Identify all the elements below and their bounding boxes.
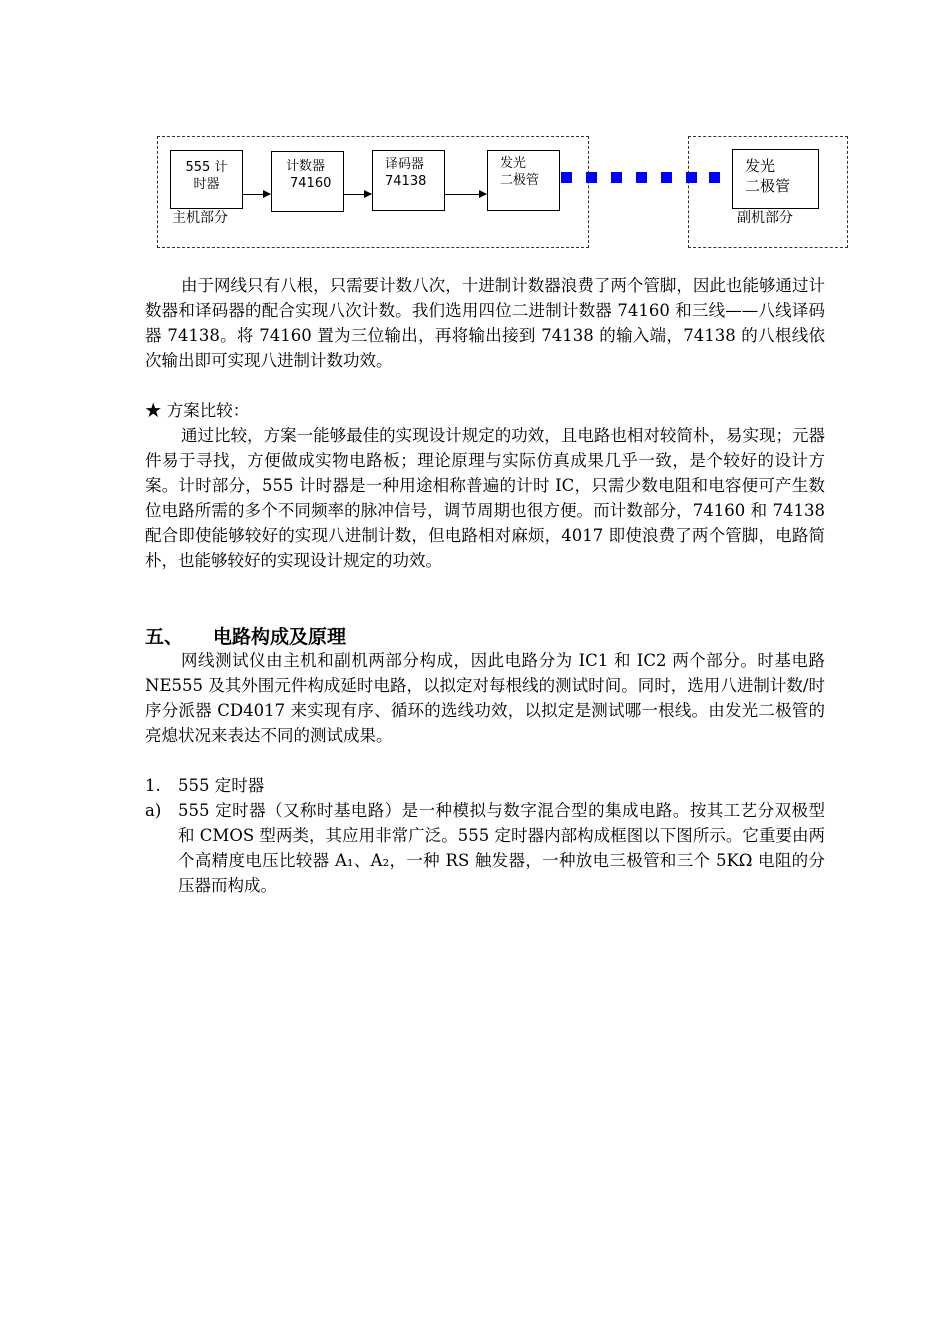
list-item-text: 555 定时器（又称时基电路）是一种模拟与数字混合型的集成电路。按其工艺分双极型和 CMOS 型两类，其应用非常广泛。555 定时器内部构成框图以下图所示。它重要由两个高精度电压比较器 A₁、A₂，一种 RS 触发器，一种放电三极管和三个 5KΩ 电阻的分压器而构成。	[178, 801, 825, 895]
list-number: 1.	[145, 776, 161, 795]
list-label: a)	[145, 801, 162, 820]
block-line: 74138	[385, 174, 427, 189]
decoder-74138-block	[372, 150, 445, 211]
circuit-paragraph: 网线测试仪由主机和副机两部分构成，因此电路分为 IC1 和 IC2 两个部分。时基电路 NE555 及其外围元件构成延时电路，以拟定对每根线的测试时间。同时，选用八进制计数/时序分派器 CD4017 来实现有序、循环的选线功效，以拟定是测试哪一根线。由发光二极管的亮熄状况来表达不同的测试成果。	[145, 651, 825, 745]
block-line: 74160	[290, 176, 332, 191]
cable-dot	[561, 172, 572, 183]
list-item-text: 555 定时器	[178, 776, 265, 795]
cable-dot	[686, 172, 697, 183]
list-item-1	[145, 773, 825, 798]
remote-section-label: 副机部分	[737, 210, 793, 226]
arrow-timer-to-counter	[243, 194, 270, 195]
block-line: 二极管	[500, 173, 540, 188]
cable-dot	[709, 172, 720, 183]
cable-dot	[611, 172, 622, 183]
timer-555-block	[170, 150, 243, 209]
block-line: 发光	[745, 157, 776, 175]
host-section-label: 主机部分	[172, 210, 228, 226]
arrow-decoder-to-led	[445, 194, 486, 195]
block-line: 二极管	[745, 177, 791, 195]
section-number: 五、	[145, 626, 184, 648]
cable-dot	[661, 172, 672, 183]
counter-74160-block	[271, 151, 344, 212]
block-line: 译码器	[385, 157, 425, 172]
section-title: 电路构成及原理	[213, 626, 347, 648]
section-heading	[145, 622, 346, 649]
comparison-paragraph: 通过比较，方案一能够最佳的实现设计规定的功效，且电路也相对较简朴，易实现；元器件易于寻找，方便做成实物电路板；理论原理与实际仿真成果几乎一致，是个较好的设计方案。计时部分，555 计时器是一种用途相称普遍的计时 IC，只需少数电阻和电容便可产生数位电路所需的多个不同频率的脉冲信号，调节周期也很方便。而计数部分，74160 和 74138 配合即使能够较好的实现八进制计数，但电路相对麻烦，4017 即使浪费了两个管脚，电路简朴，也能够较好的实现设计规定的功效。	[145, 426, 825, 570]
led-remote-block	[732, 149, 819, 209]
list-item-a	[145, 798, 825, 898]
block-line: 计数器	[286, 159, 326, 174]
cable-dot	[636, 172, 647, 183]
arrow-counter-to-decoder	[344, 194, 371, 195]
counting-scheme-paragraph: 由于网线只有八根，只需要计数八次，十进制计数器浪费了两个管脚，因此也能够通过计数器和译码器的配合实现八次计数。我们选用四位二进制计数器 74160 和三线——八线译码器 74138。将 74160 置为三位输出，再将输出接到 74138 的输入端，74138 的八根线依次输出即可实现八进制计数功效。	[145, 276, 825, 370]
led-host-block	[487, 150, 560, 211]
block-line: 时器	[193, 177, 220, 192]
block-line: 555 计	[185, 160, 228, 175]
block-line: 发光	[500, 156, 527, 171]
comparison-title: ★ 方案比较：	[145, 401, 250, 420]
cable-dot	[586, 172, 597, 183]
